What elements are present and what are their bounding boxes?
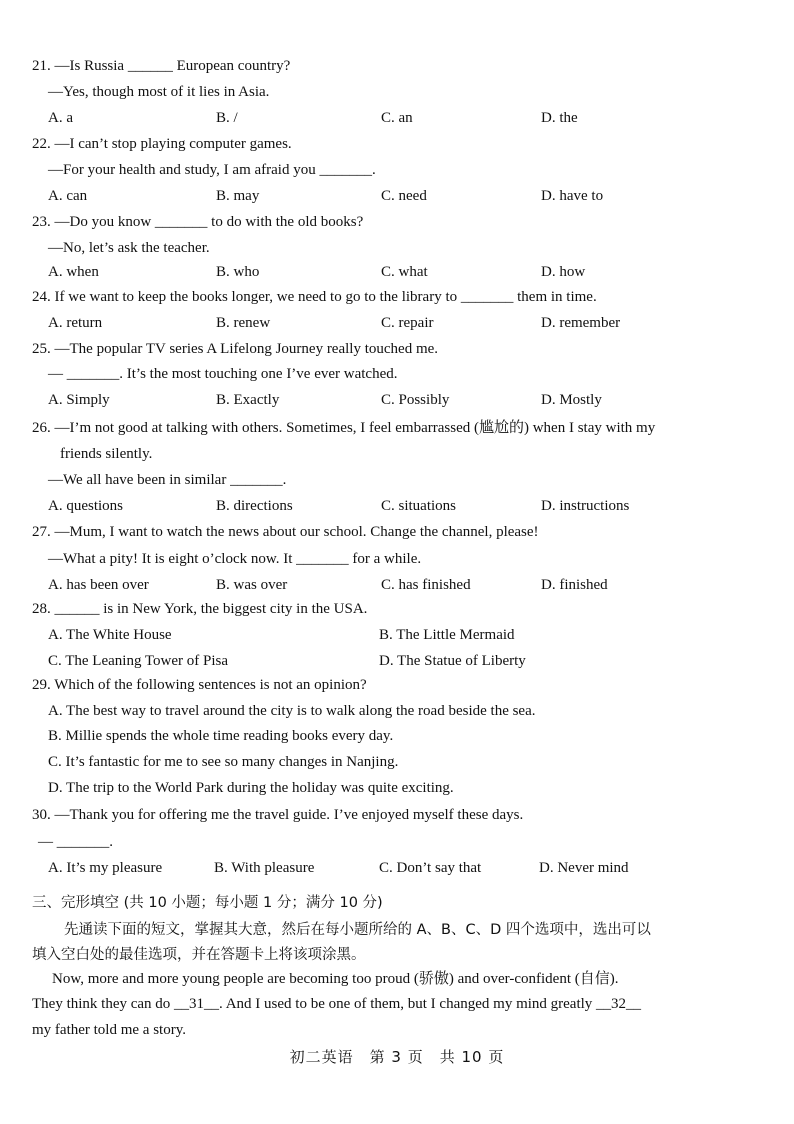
- page-footer: 初二英语 第 3 页 共 10 页: [289, 1048, 505, 1066]
- q22-option-a: A. can: [48, 188, 88, 204]
- q30-option-b: B. With pleasure: [214, 860, 315, 876]
- q24-stem: 24. If we want to keep the books longer, we need to go to the library to _______ them in time.: [32, 289, 597, 305]
- q30-option-a: A. It’s my pleasure: [48, 860, 163, 876]
- q26-line3: —We all have been in similar _______.: [48, 472, 287, 488]
- q26-option-b: B. directions: [216, 498, 293, 514]
- q27-line2: —What a pity! It is eight o’clock now. It _______ for a while.: [48, 551, 422, 567]
- q22-stem: 22. —I can’t stop playing computer games.: [32, 136, 292, 152]
- q27-option-d: D. finished: [541, 577, 608, 593]
- q25-option-a: A. Simply: [48, 392, 110, 408]
- q29-option-a: A. The best way to travel around the city is to walk along the road beside the sea.: [48, 703, 536, 719]
- q26-option-c: C. situations: [381, 498, 457, 514]
- q21-option-c: C. an: [381, 110, 413, 126]
- q27-option-b: B. was over: [216, 577, 288, 593]
- q23-stem: 23. —Do you know _______ to do with the old books?: [32, 214, 364, 230]
- q23-option-d: D. how: [541, 264, 586, 280]
- q26-stem: 26. —I’m not good at talking with others. Sometimes, I feel embarrassed (尴尬的) when I stay with my: [32, 420, 656, 436]
- q30-stem: 30. —Thank you for offering me the travel guide. I’ve enjoyed myself these days.: [32, 807, 524, 823]
- q30-option-c: C. Don’t say that: [379, 860, 482, 876]
- q23-option-b: B. who: [216, 264, 260, 280]
- q26-line2: friends silently.: [60, 446, 153, 462]
- q25-option-b: B. Exactly: [216, 392, 280, 408]
- q24-option-c: C. repair: [381, 315, 434, 331]
- q29-option-d: D. The trip to the World Park during the holiday was quite exciting.: [48, 780, 454, 796]
- q24-option-d: D. remember: [541, 315, 621, 331]
- q29-stem: 29. Which of the following sentences is not an opinion?: [32, 677, 367, 693]
- q28-option-b: B. The Little Mermaid: [379, 627, 515, 643]
- q22-option-d: D. have to: [541, 188, 604, 204]
- q25-option-c: C. Possibly: [381, 392, 450, 408]
- q27-option-a: A. has been over: [48, 577, 149, 593]
- q27-stem: 27. —Mum, I want to watch the news about our school. Change the channel, please!: [32, 524, 539, 540]
- q30-line2: — _______.: [38, 834, 113, 850]
- q25-line2: — _______. It’s the most touching one I’ve ever watched.: [48, 366, 398, 382]
- q22-option-c: C. need: [381, 188, 427, 204]
- q30-option-d: D. Never mind: [539, 860, 629, 876]
- section3-instruction-line2: 填入空白处的最佳选项，并在答题卡上将该项涂黑。: [32, 947, 366, 963]
- q25-option-d: D. Mostly: [541, 392, 602, 408]
- passage-line1: Now, more and more young people are becoming too proud (骄傲) and over-confident (自信).: [52, 971, 619, 987]
- q21-line2: —Yes, though most of it lies in Asia.: [48, 84, 270, 100]
- passage-line2: They think they can do __31__. And I used to be one of them, but I changed my mind greatly __32__: [32, 996, 642, 1012]
- section3-heading: 三、完形填空 (共 10 小题；每小题 1 分；满分 10 分): [32, 895, 383, 911]
- q22-line2: —For your health and study, I am afraid you _______.: [48, 162, 376, 178]
- q23-option-c: C. what: [381, 264, 428, 280]
- q28-option-d: D. The Statue of Liberty: [379, 653, 526, 669]
- q21-option-b: B. /: [216, 110, 238, 126]
- q21-option-a: A. a: [48, 110, 73, 126]
- q21-option-d: D. the: [541, 110, 578, 126]
- q28-stem: 28. ______ is in New York, the biggest city in the USA.: [32, 601, 368, 617]
- q23-line2: —No, let’s ask the teacher.: [48, 240, 210, 256]
- q21-stem: 21. —Is Russia ______ European country?: [32, 58, 291, 74]
- q22-option-b: B. may: [216, 188, 260, 204]
- passage-line3: my father told me a story.: [32, 1022, 186, 1038]
- q28-option-a: A. The White House: [48, 627, 172, 643]
- q29-option-c: C. It’s fantastic for me to see so many changes in Nanjing.: [48, 754, 399, 770]
- q24-option-b: B. renew: [216, 315, 271, 331]
- section3-instruction-line1: 先通读下面的短文，掌握其大意，然后在每小题所给的 A、B、C、D 四个选项中，选出可以: [64, 922, 651, 938]
- q28-option-c: C. The Leaning Tower of Pisa: [48, 653, 229, 669]
- q26-option-d: D. instructions: [541, 498, 630, 514]
- q23-option-a: A. when: [48, 264, 99, 280]
- q26-option-a: A. questions: [48, 498, 123, 514]
- q27-option-c: C. has finished: [381, 577, 471, 593]
- q25-stem: 25. —The popular TV series A Lifelong Journey really touched me.: [32, 341, 439, 357]
- q29-option-b: B. Millie spends the whole time reading books every day.: [48, 728, 394, 744]
- q24-option-a: A. return: [48, 315, 103, 331]
